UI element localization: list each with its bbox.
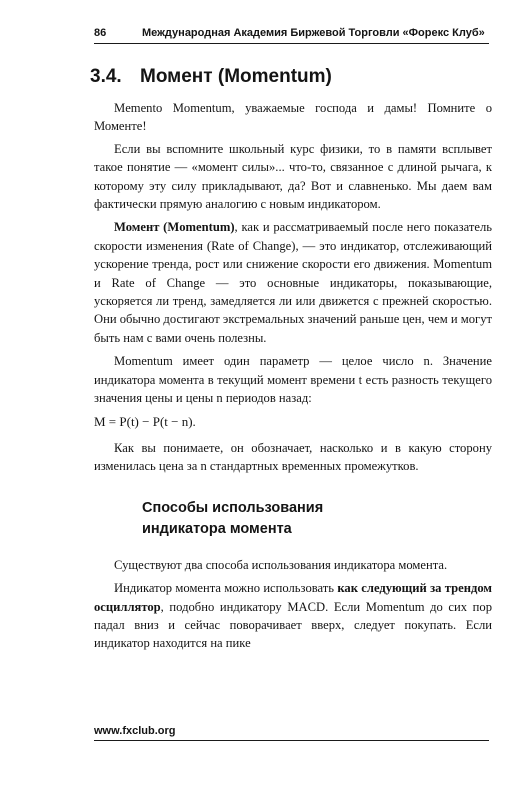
subsection-title-line-2: индикатора момента xyxy=(142,520,292,537)
momentum-definition-text: , как и рассматриваемый после него показатель скорости изменения (Rate of Change), — это индикатор, отслеживающий ускорение тренда, рост или снижение скорости его движения. Momentum и Rate of Change — это основные индикаторы, показывающие, ускоряется ли тренд, замедляется ли или движется с прежней скоростью. Они обычно достигают экстремальных значений раньше цен, чем и могут быть нам с вами очень полезны. xyxy=(94,220,492,345)
page-number: 86 xyxy=(94,27,107,39)
subsection-title xyxy=(142,498,492,540)
epigraph: Memento Momentum, уважаемые господа и дамы! Помните о Моменте! xyxy=(94,101,492,134)
trend-following-term: как следующий за трендом осциллятор xyxy=(94,581,492,614)
trend-following-rest: , подобно индикатору MACD. Если Momentum до сих пор падал вниз и сейчас поворачивает вверх, следует покупать. Если индикатор находится на пике xyxy=(94,599,492,651)
section-title-text: Момент (Momentum) xyxy=(140,66,332,87)
trend-following-start: Индикатор момента можно использовать xyxy=(114,581,338,596)
page-footer xyxy=(94,725,489,741)
paragraph-physics-analogy: Если вы вспомните школьный курс физики, то в памяти всплывет такое понятие — «момент силы»... что-то, связанное с длиной рычага, к которому эту силу прикладывают, да? Вот и славненько. Мы даем вам фактически прямую аналогию с новым индикатором. xyxy=(94,141,492,212)
paragraph-momentum-definition xyxy=(94,218,492,347)
momentum-term: Момент (Momentum) xyxy=(114,220,235,235)
footer-url: www.fxclub.org xyxy=(94,725,176,737)
running-header xyxy=(94,27,489,44)
running-title: Международная Академия Биржевой Торговли «Форекс Клуб» xyxy=(142,27,485,39)
momentum-formula: M = P(t) − P(t − n). xyxy=(94,413,196,429)
section-title xyxy=(90,66,332,88)
paragraph-momentum-parameter: Momentum имеет один параметр — целое число n. Значение индикатора момента в текущий момент времени t есть разность текущего значения цены и цены n периодов назад: xyxy=(94,354,492,406)
body-text xyxy=(94,99,492,658)
paragraph-two-methods: Существуют два способа использования индикатора момента. xyxy=(114,557,448,572)
paragraph-momentum-meaning: Как вы понимаете, он обозначает, насколько и в какую сторону изменилась цена за n стандартных временных промежутков. xyxy=(94,440,492,474)
section-number: 3.4. xyxy=(90,66,122,87)
subsection-title-line-1: Способы использования xyxy=(142,499,324,516)
paragraph-trend-following xyxy=(94,579,492,653)
